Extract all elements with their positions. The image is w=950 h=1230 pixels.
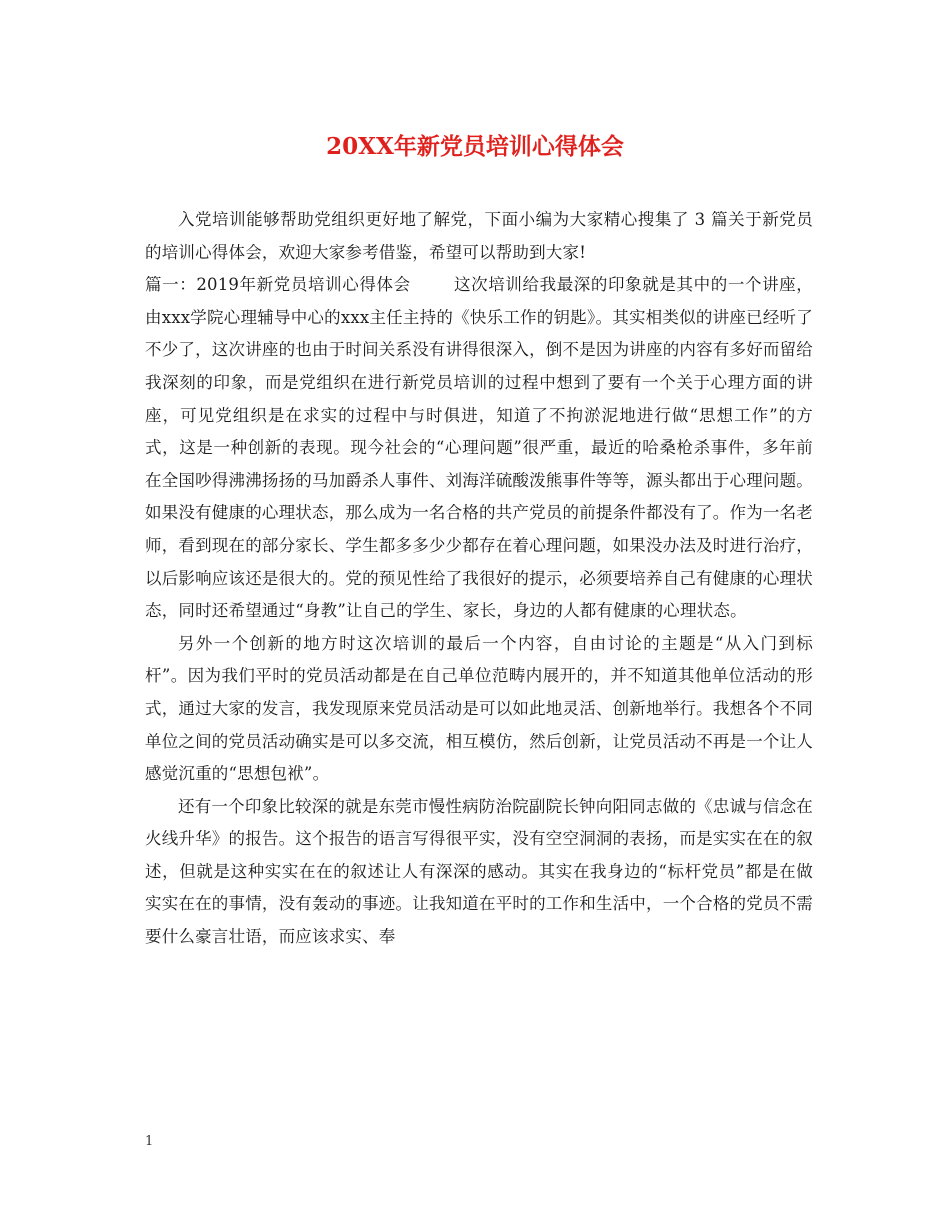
paragraph-1: 这次培训给我最深的印象就是其中的一个讲座，由xxx学院心理辅导中心的xxx主任主持的《快乐工作的钥匙》。其实相类似的讲座已经听了不少了，这次讲座的也由于时间关系没有讲得很深入，倒不是因为讲座的内容有多好而留给我深刻的印象，而是党组织在进行新党员培训的过程中想到了要有一个关于心理方面的讲座，可见党组织是在求实的过程中与时俱进，知道了不拘淤泥地进行做“思想工作”的方式，这是一种创新的表现。现今社会的“心理问题”很严重，最近的哈桑枪杀事件，多年前在全国吵得沸沸扬扬的马加爵杀人事件、刘海洋硫酸泼熊事件等等，源头都出于心理问题。如果没有健康的心理状态，那么成为一名合格的共产党员的前提条件都没有了。作为一名老师，看到现在的部分家长、学生都多多少少都存在着心理问题，如果没办法及时进行治疗，以后影响应该还是很大的。党的预见性给了我很好的提示，必须要培养自己有健康的心理状态，同时还希望通过“身教”让自己的学生、家长，身边的人都有健康的心理状态。 (145, 275, 813, 621)
page-number: 1 (145, 1134, 154, 1149)
paragraph-2: 另外一个创新的地方时这次培训的最后一个内容，自由讨论的主题是“从入门到标杆”。因为我们平时的党员活动都是在自己单位范畴内展开的，并不知道其他单位活动的形式，通过大家的发言，我发现原来党员活动是可以如此地灵活、创新地举行。我想各个不同单位之间的党员活动确实是可以多交流，相互模仿，然后创新，让党员活动不再是一个让人感觉沉重的“思想包袱”。 (145, 633, 813, 784)
paragraph-3: 还有一个印象比较深的就是东莞市慢性病防治院副院长钟向阳同志做的《忠诚与信念在火线升华》的报告。这个报告的语言写得很平实，没有空空洞洞的表扬，而是实实在在的叙述，但就是这种实实在在的叙述让人有深深的感动。其实在我身边的“标杆党员”都是在做实实在在的事情，没有轰动的事迹。让我知道在平时的工作和生活中，一个合格的党员不需要什么豪言壮语，而应该求实、奉 (145, 796, 813, 947)
document-title: 20XX年新党员培训心得体会 (326, 133, 624, 160)
intro-paragraph: 入党培训能够帮助党组织更好地了解党，下面小编为大家精心搜集了 3 篇关于新党员的培训心得体会，欢迎大家参考借鉴，希望可以帮助到大家! (145, 210, 813, 262)
section-label: 篇一：2019年新党员培训心得体会 (145, 275, 411, 295)
section-one-paragraph (145, 269, 813, 628)
document-body (145, 204, 813, 954)
